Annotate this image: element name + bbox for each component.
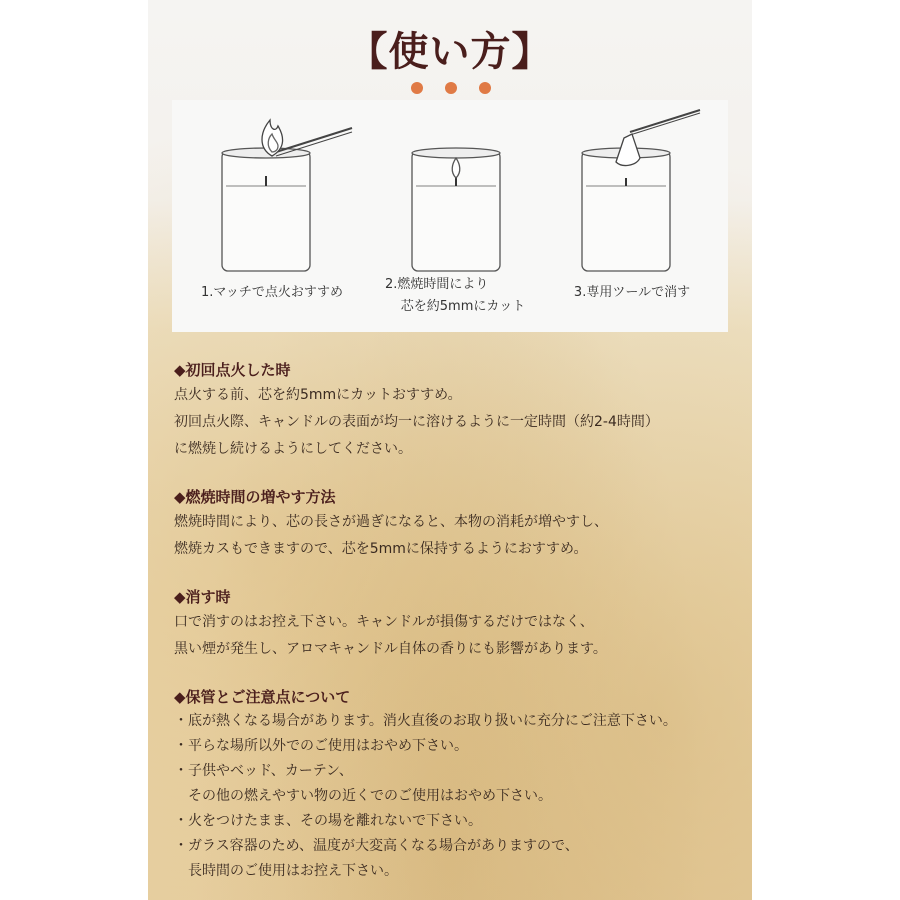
snuffer-candle-icon (572, 106, 712, 276)
dot-icon (479, 82, 491, 94)
section-first-lighting (174, 358, 744, 463)
usage-panel (148, 0, 752, 900)
bullet-line: 長時間のご使用はお控え下さい。 (174, 863, 398, 879)
step-1-label: 1.マッチで点火おすすめ (200, 285, 343, 300)
section-heading: ◆保管とご注意点について (174, 688, 351, 706)
bullet-line: その他の燃えやすい物の近くでのご使用はおやめ下さい。 (174, 788, 552, 804)
step-2-label: 2.燃焼時間により (385, 277, 489, 292)
instructions (174, 358, 744, 900)
illustration-card (172, 100, 728, 332)
section-extend-burn-time (174, 485, 744, 563)
text-line: 口で消すのはお控え下さい。キャンドルが損傷するだけではなく、 (174, 614, 594, 630)
decorative-dots (411, 82, 491, 96)
match-lighting-candle-icon (212, 106, 362, 276)
page-title: 【使い方】 (347, 29, 553, 75)
burning-candle-icon (402, 106, 512, 276)
step-3-label: 3.専用ツールで消す (573, 285, 691, 300)
section-heading: ◆初回点火した時 (174, 361, 291, 379)
step-caption (367, 274, 537, 318)
text-line: 燃焼カスもできますので、芯を5mmに保持するようにおすすめ。 (174, 541, 588, 557)
bullet-line: ・火をつけたまま、その場を離れないで下さい。 (174, 813, 482, 829)
text-line: に燃焼し続けるようにしてください。 (174, 441, 412, 457)
bullet-line: ・底が熱くなる場合があります。消火直後のお取り扱いに充分にご注意下さい。 (174, 713, 677, 729)
section-heading: ◆消す時 (174, 588, 231, 606)
step-caption (547, 282, 717, 304)
bullet-line: ・平らな場所以外でのご使用はおやめ下さい。 (174, 738, 468, 754)
text-line: 点火する前、芯を約5mmにカットおすすめ。 (174, 387, 462, 403)
step-caption (182, 282, 362, 304)
bullet-line: ・ガラス容器のため、温度が大変高くなる場合がありますので、 (174, 838, 579, 854)
section-extinguish (174, 585, 744, 663)
section-storage-cautions (174, 685, 744, 884)
text-line: 燃焼時間により、芯の長さが過ぎになると、本物の消耗が増やすし、 (174, 514, 608, 530)
dot-icon (445, 82, 457, 94)
text-line: 初回点火際、キャンドルの表面が均一に溶けるように一定時間（約2-4時間） (174, 414, 659, 430)
section-heading: ◆燃焼時間の増やす方法 (174, 488, 336, 506)
step-2-sublabel: 芯を約5mmにカット (400, 299, 526, 314)
text-line: 黒い煙が発生し、アロマキャンドル自体の香りにも影響があります。 (174, 641, 607, 657)
dot-icon (411, 82, 423, 94)
bullet-line: ・子供やベッド、カーテン、 (174, 763, 353, 779)
